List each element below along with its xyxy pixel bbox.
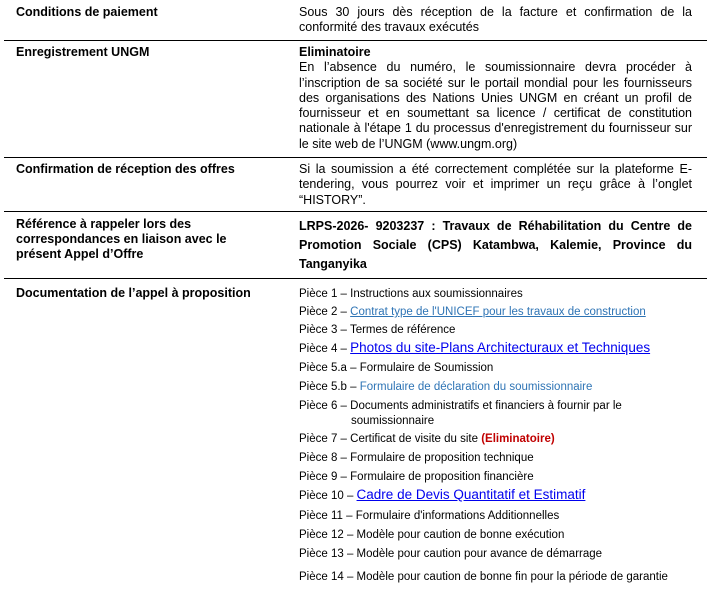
list-item: Pièce 11 – Formulaire d'informations Additionnelles	[299, 510, 560, 522]
row-divider	[4, 211, 707, 212]
paiement-value: Sous 30 jours dès réception de la facture et confirmation de la conformité des travaux exécutés	[299, 5, 692, 35]
reference-label: Référence à rappeler lors des correspondances en liaison avec le présent Appel d’Offre	[16, 217, 227, 261]
list-item: Pièce 5.b – Formulaire de déclaration du soumissionnaire	[299, 381, 593, 393]
list-item: Pièce 6 – Documents administratifs et financiers à fournir par le	[299, 400, 622, 412]
ungm-label: Enregistrement UNGM	[16, 45, 150, 59]
row-divider	[4, 278, 707, 279]
list-item: Pièce 12 – Modèle pour caution de bonne exécution	[299, 529, 565, 541]
devis-quantitatif-link[interactable]: Cadre de Devis Quantitatif et Estimatif	[356, 487, 586, 502]
declaration-soumissionnaire-text: Formulaire de déclaration du soumissionnaire	[359, 381, 593, 393]
confirmation-value: Si la soumission a été correctement complétée sur la plateforme E-tendering, vous pourrez voir et imprimer un reçu grâce à l’onglet “HISTORY”.	[299, 162, 692, 207]
list-item: Pièce 8 – Formulaire de proposition technique	[299, 452, 534, 464]
list-item: Pièce 9 – Formulaire de proposition financière	[299, 471, 534, 483]
list-item: Pièce 14 – Modèle pour caution de bonne fin pour la période de garantie	[299, 571, 668, 583]
documentation-label: Documentation de l’appel à proposition	[16, 286, 251, 300]
ungm-value	[299, 45, 692, 152]
ungm-value-title: Eliminatoire	[299, 45, 371, 59]
eliminatoire-badge: (Eliminatoire)	[481, 433, 555, 445]
row-divider	[4, 40, 707, 41]
list-item: Pièce 13 – Modèle pour caution pour avance de démarrage	[299, 548, 603, 560]
list-item: Pièce 3 – Termes de référence	[299, 324, 456, 336]
confirmation-label: Confirmation de réception des offres	[16, 162, 235, 176]
list-item: Pièce 4 – Photos du site-Plans Architecturaux et Techniques	[299, 340, 651, 355]
paiement-label: Conditions de paiement	[16, 5, 158, 19]
photos-plans-link[interactable]: Photos du site-Plans Architecturaux et Techniques	[350, 340, 651, 355]
row-divider	[4, 157, 707, 158]
list-item: Pièce 1 – Instructions aux soumissionnaires	[299, 288, 523, 300]
list-item: Pièce 5.a – Formulaire de Soumission	[299, 362, 494, 374]
list-item: Pièce 10 – Cadre de Devis Quantitatif et Estimatif	[299, 487, 586, 502]
contrat-type-link[interactable]: Contrat type de l'UNICEF pour les travaux de construction	[350, 306, 646, 318]
ungm-value-text: En l’absence du numéro, le soumissionnaire devra procéder à l’inscription de sa société sur le portail mondial pour les fournisseurs des organisations des Nations Unies UNGM en créant un profil de fournisseur et en soumettant sa licence / certificat de constitution nationale à l'étape 1 du processus d'enregistrement du fournisseur sur le site web de l’UNGM (www.ungm.org)	[299, 60, 692, 151]
list-item: Pièce 2 – Contrat type de l'UNICEF pour les travaux de construction	[299, 306, 646, 318]
list-item: Pièce 7 – Certificat de visite du site (Eliminatoire)	[299, 433, 555, 445]
reference-value: LRPS-2026- 9203237 : Travaux de Réhabilitation du Centre de Promotion Sociale (CPS) Katambwa, Kalemie, Province du Tanganyika	[299, 219, 692, 271]
